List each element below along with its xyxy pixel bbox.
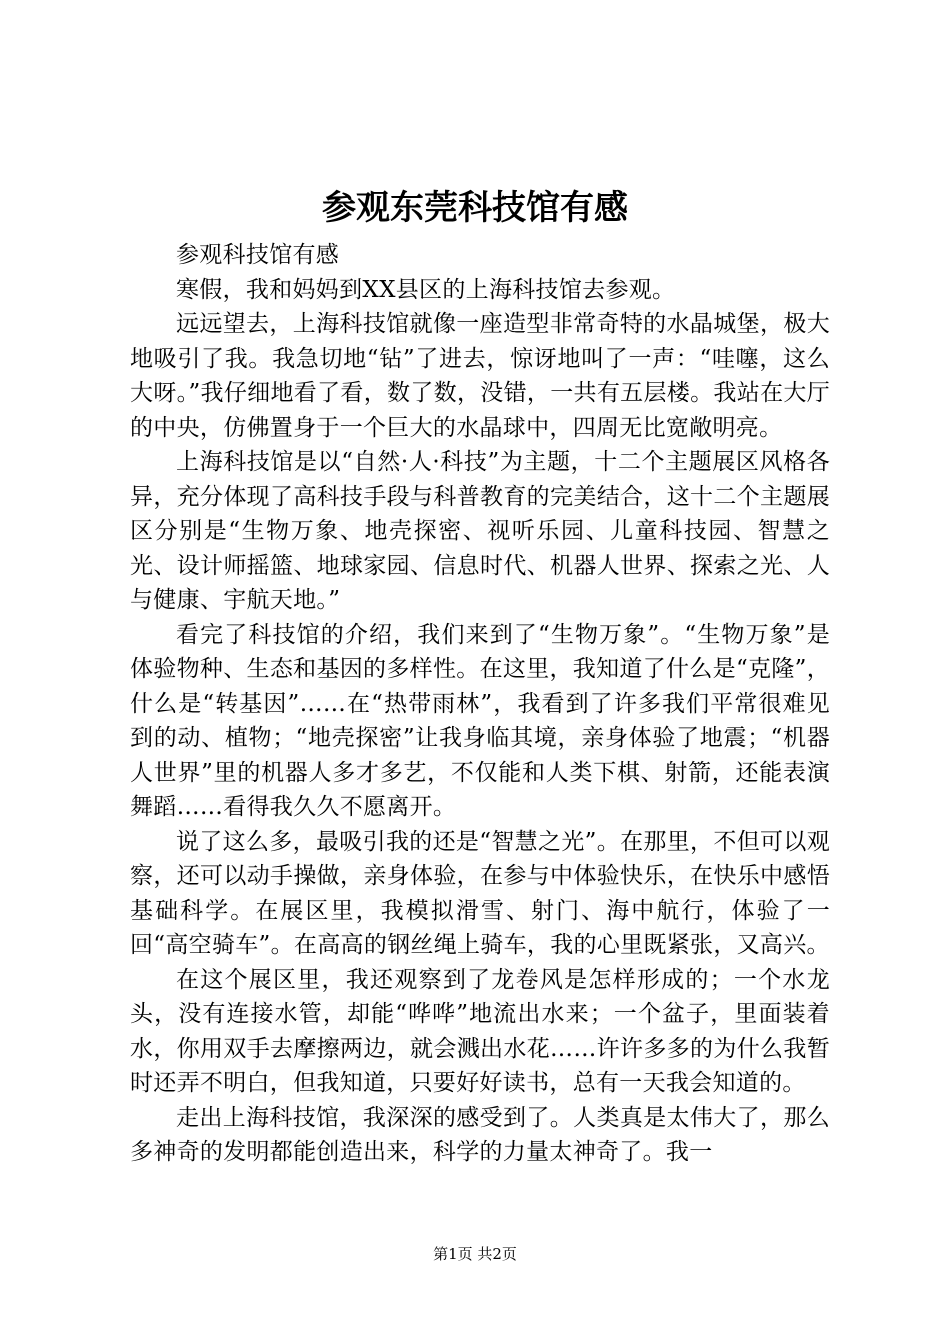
document-title: 参观东莞科技馆有感	[322, 188, 628, 228]
document-body	[130, 238, 830, 1170]
paragraph: 走出上海科技馆，我深深的感受到了。人类真是太伟大了，那么多神奇的发明都能创造出来，科学的力量太神奇了。我一	[130, 1104, 830, 1165]
paragraph: 上海科技馆是以“自然·人·科技”为主题，十二个主题展区风格各异，充分体现了高科技手段与科普教育的完美结合，这十二个主题展区分别是“生物万象、地壳探密、视听乐园、儿童科技园、智慧之光、设计师摇篮、地球家园、信息时代、机器人世界、探索之光、人与健康、宇航天地。”	[130, 449, 830, 613]
paragraph: 寒假，我和妈妈到XX县区的上海科技馆去参观。	[176, 276, 676, 303]
paragraph: 说了这么多，最吸引我的还是“智慧之光”。在那里，不但可以观察，还可以动手操做，亲身体验，在参与中体验快乐，在快乐中感悟基础科学。在展区里，我模拟滑雪、射门、海中航行，体验了一回“高空骑车”。在高高的钢丝绳上骑车，我的心里既紧张，又高兴。	[130, 828, 830, 958]
paragraph: 看完了科技馆的介绍，我们来到了“生物万象”。“生物万象”是体验物种、生态和基因的多样性。在这里，我知道了什么是“克隆”，什么是“转基因”……在“热带雨林”，我看到了许多我们平常很难见到的动、植物；“地壳探密”让我身临其境，亲身体验了地震；“机器人世界”里的机器人多才多艺，不仅能和人类下棋、射箭，还能表演舞蹈……看得我久久不愿离开。	[130, 621, 830, 820]
page-number-footer: 第1页 共2页	[433, 1245, 517, 1263]
paragraph: 在这个展区里，我还观察到了龙卷风是怎样形成的；一个水龙头，没有连接水管，却能“哗哗”地流出水来；一个盆子，里面装着水，你用双手去摩擦两边，就会溅出水花……许许多多的为什么我暂时还弄不明白，但我知道，只要好好读书，总有一天我会知道的。	[130, 966, 830, 1096]
paragraph: 参观科技馆有感	[176, 242, 340, 268]
paragraph: 远远望去，上海科技馆就像一座造型非常奇特的水晶城堡，极大地吸引了我。我急切地“钻”了进去，惊讶地叫了一声：“哇噻，这么大呀。”我仔细地看了看，数了数，没错，一共有五层楼。我站在大厅的中央，仿佛置身于一个巨大的水晶球中，四周无比宽敞明亮。	[130, 311, 830, 441]
